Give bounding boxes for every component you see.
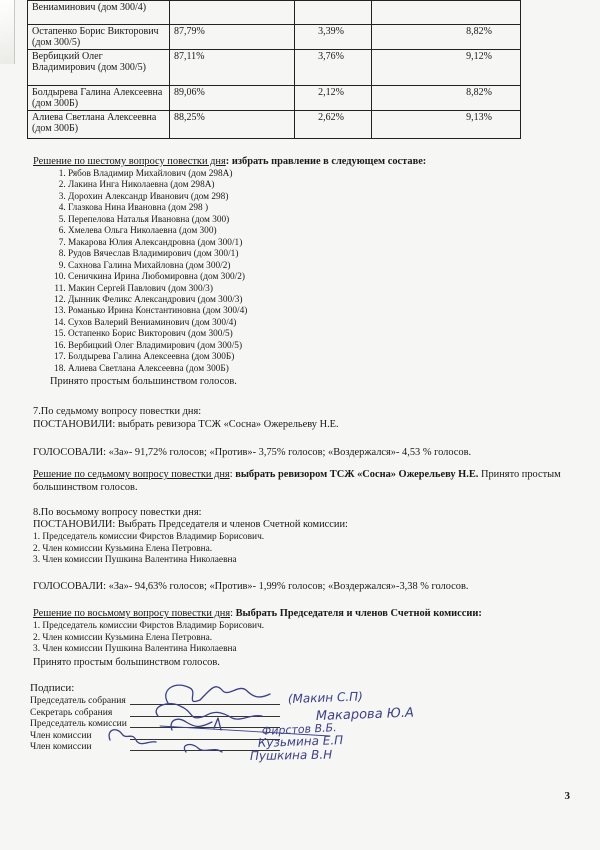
handwritten-name: Пушкина В.Н [249,747,333,763]
list-item: 16. Вербицкий Олег Владимирович (дом 300/5) [68,341,247,352]
against-percent: 3,39% [295,25,372,50]
abstain-percent: 9,12% [372,50,521,86]
against-percent: 2,12% [295,86,372,111]
list-item: 9. Сахнова Галина Михайловна (дом 300/2) [68,261,247,272]
q6-decision-text: : избрать правление в следующем составе: [225,156,427,167]
q8-heading: 8.По восьмому вопросу повестки дня: [33,507,202,518]
nominee-name: Болдырева Галина Алексеевна (дом 300Б) [28,86,170,111]
q7-heading: 7.По седьмому вопросу повестки дня: [33,406,202,417]
list-item: 1. Председатель комиссии Фирстов Владимир Борисович. [33,532,265,542]
list-item: 2. Лакина Инга Николаевна (дом 298А) [68,180,247,191]
list-item: 12. Дынник Феликс Александрович (дом 300/3) [68,295,247,306]
q7-decision-label: Решение по седьмому вопросу повестки дня [33,469,230,480]
signature-role: Председатель комиссии [30,718,127,729]
signature-role: Председатель собрания [30,695,126,706]
list-item: 14. Сухов Валерий Вениаминович (дом 300/4) [68,318,247,329]
handwritten-name: Кузьмина Е.П [257,733,344,750]
signature-role: Член комиссии [30,729,92,741]
list-item: 15. Остапенко Борис Викторович (дом 300/5) [68,329,247,340]
list-item: 3. Член комиссии Пушкина Валентина Николаевна [33,555,237,566]
q8-decision-bold: Выбрать Председателя и членов Счетной комиссии [235,608,479,619]
q7-voted: ГОЛОСОВАЛИ: «За»- 91,72% голосов; «Против»- 3,75% голосов; «Воздержался»- 4,53 % голосов. [33,447,472,458]
list-item: 1. Председатель комиссии Фирстов Владимир Борисович. [33,621,265,631]
q8-voted: ГОЛОСОВАЛИ: «За»- 94,63% голосов; «Против»- 1,99% голосов; «Воздержался»-3,38 % голосов. [33,581,469,592]
q7-resolved: ПОСТАНОВИЛИ: выбрать ревизора ТСЖ «Сосна» Ожерельеву Н.Е. [33,419,339,430]
list-item: 18. Алиева Светлана Алексеевна (дом 300Б) [68,364,247,375]
list-item: 3. Дорохин Александр Иванович (дом 298) [68,192,247,203]
list-item: 4. Глазкова Нина Ивановна (дом 298 ) [68,203,247,214]
list-item: 7. Макарова Юлия Александровна (дом 300/1) [68,238,247,249]
abstain-percent: 9,13% [372,111,521,139]
list-item: 13. Романько Ирина Константиновна (дом 300/4) [68,306,247,317]
signature-scribble [184,745,222,752]
handwritten-name: (Макин С.П) [287,689,364,706]
signature-role: Секретарь собрания [30,706,113,718]
list-item: 2. Член комиссии Кузьмина Елена Петровна. [33,632,213,643]
signature-scribble [109,730,156,744]
against-percent: 2,62% [295,111,372,139]
q7-decision: Решение по седьмому вопросу повестки дня: выбрать ревизором ТСЖ «Сосна» Ожерельеву Н.Е. Принято простым большинством голосов. [33,469,561,493]
list-item: 3. Член комиссии Пушкина Валентина Николаевна [33,644,237,655]
handwritten-name: Фирстов В.Б. [261,721,337,738]
signature-role: Член комиссии [30,741,92,752]
signature-scribble [156,704,262,720]
q8-decision: Решение по восьмому вопросу повестки дня: Выбрать Председателя и членов Счетной комиссии: [33,608,482,619]
q6-accepted: Принято простым большинством голосов. [50,376,237,387]
list-item: 8. Рудов Вячеслав Владимирович (дом 300/1) [68,249,247,260]
for-percent: 89,06% [170,86,295,111]
q8-resolved: ПОСТАНОВИЛИ: Выбрать Председателя и членов Счетной комиссии: [33,519,348,530]
q7-decision-bold: выбрать ревизором ТСЖ «Сосна» Ожерельеву Н.Е. [235,469,479,480]
list-item: 2. Член комиссии Кузьмина Елена Петровна. [33,543,213,554]
signatures-heading: Подписи: [30,682,75,694]
signature-scribble [166,685,270,703]
q8-decision-label: Решение по восьмому вопросу повестки дня [33,608,231,619]
against-percent: 3,76% [295,50,372,86]
handwritten-name: Макарова Ю.А [315,705,415,724]
for-percent: 88,25% [170,111,295,139]
list-item: 10. Сеничкина Ирина Любомировна (дом 300/2) [68,272,247,283]
list-item: 1. Рябов Владимир Михайлович (дом 298А) [68,169,247,180]
list-item: 5. Перепелова Наталья Ивановна (дом 300) [68,215,247,226]
q7-decision-tail: Принято простым большинством голосов. [33,469,561,493]
q6-decision-label: Решение по шестому вопросу повестки дня [33,156,226,167]
abstain-percent: 8,82% [372,86,521,111]
abstain-percent: 8,82% [372,25,521,50]
nominee-name: Остапенко Борис Викторович (дом 300/5) [28,25,170,50]
for-percent: 87,11% [170,50,295,86]
nominee-name: Алиева Светлана Алексеевна (дом 300Б) [28,111,170,139]
list-item: 6. Хмелева Ольга Николаевна (дом 300) [68,226,247,237]
for-percent: 87,79% [170,25,295,50]
list-item: 11. Макин Сергей Павлович (дом 300/3) [68,284,247,295]
list-item: 17. Болдырева Галина Алексеевна (дом 300Б) [68,352,247,363]
q8-accepted: Принято простым большинством голосов. [33,657,220,668]
nominee-name: Вербицкий Олег Владимирович (дом 300/5) [28,50,170,86]
page-number: 3 [564,790,570,802]
nominee-name: Вениаминович (дом 300/4) [28,1,170,25]
